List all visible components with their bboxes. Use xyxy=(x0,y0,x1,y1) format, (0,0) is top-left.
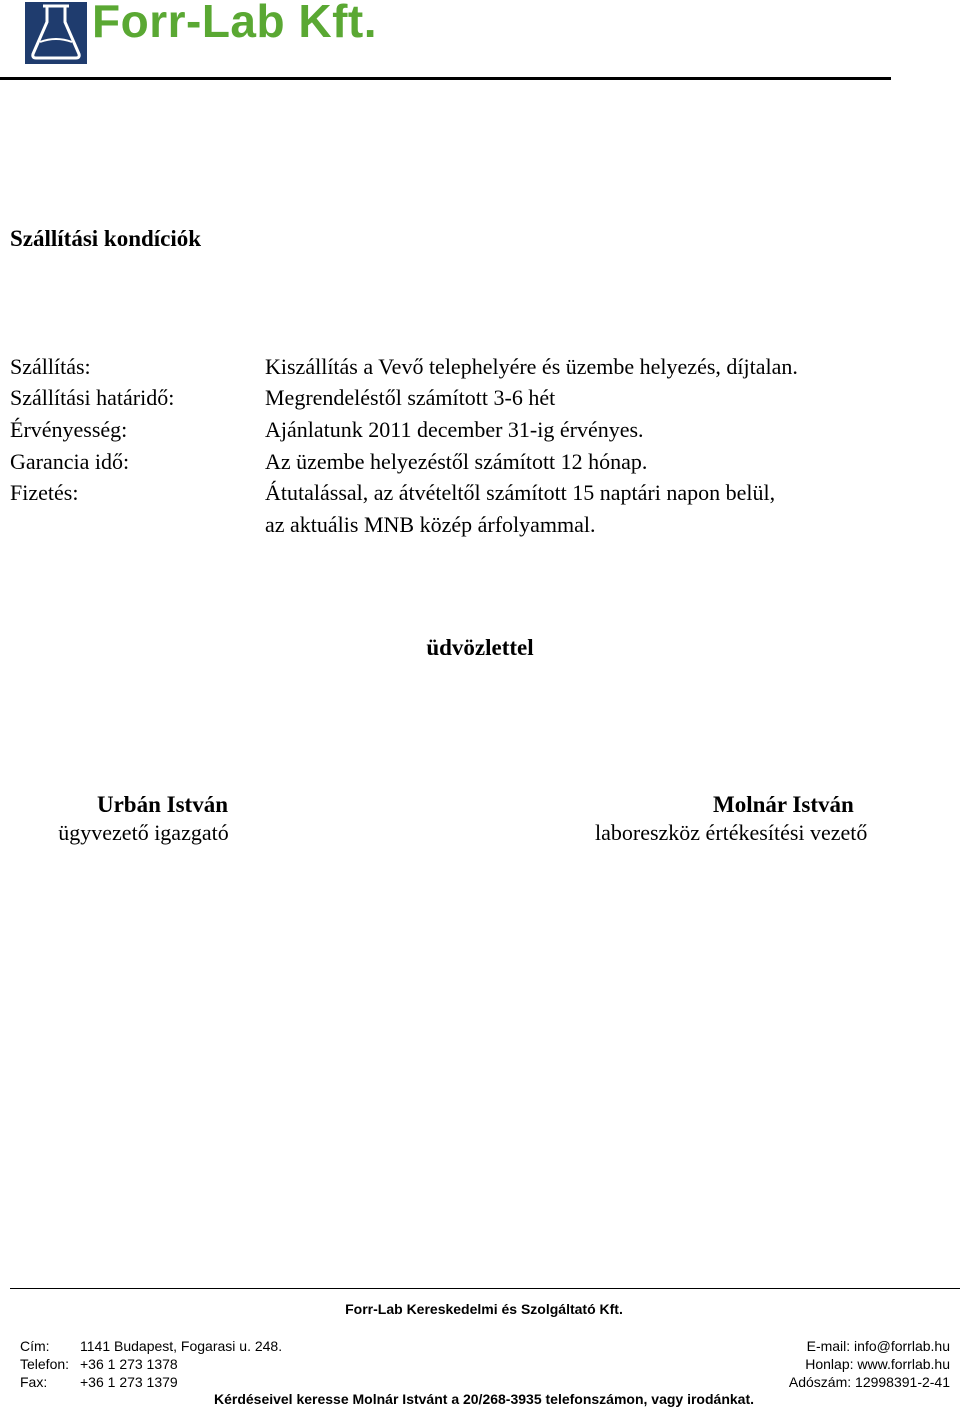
company-logo-text: Forr-Lab Kft. xyxy=(92,0,378,47)
signature-right xyxy=(595,792,915,846)
delivery-label: Szállítás: xyxy=(10,354,91,379)
footer-tax-number: Adószám: 12998391-2-41 xyxy=(788,1374,950,1390)
header-divider xyxy=(0,77,891,80)
footer-company-name: Forr-Lab Kereskedelmi és Szolgáltató Kft. xyxy=(345,1301,623,1317)
payment-value-line2: az aktuális MNB közép árfolyammal. xyxy=(265,512,596,537)
signer-name: Urbán István xyxy=(96,792,228,817)
validity-value: Ajánlatunk 2011 december 31-ig érvényes. xyxy=(265,417,644,442)
fax-label: Fax: xyxy=(20,1374,48,1390)
delivery-value: Kiszállítás a Vevő telephelyére és üzembe helyezés, díjtalan. xyxy=(265,354,798,379)
footer-email: E-mail: info@forrlab.hu xyxy=(806,1338,950,1354)
warranty-label: Garancia idő: xyxy=(10,449,130,474)
deadline-value: Megrendeléstől számított 3-6 hét xyxy=(265,385,556,410)
signer-title: ügyvezető igazgató xyxy=(58,820,229,845)
phone-label: Telefon: xyxy=(20,1356,70,1372)
phone-value: +36 1 273 1378 xyxy=(80,1356,178,1372)
footer-divider xyxy=(10,1288,960,1289)
section-title: Szállítási kondíciók xyxy=(10,226,202,251)
footer-contact-note: Kérdéseivel keresse Molnár Istvánt a 20/268-3935 telefonszámon, vagy irodánkat. xyxy=(213,1391,755,1407)
logo-flask-icon xyxy=(25,2,87,64)
footer-phone xyxy=(20,1355,178,1373)
footer-address xyxy=(20,1337,282,1355)
warranty-value: Az üzembe helyezéstől számított 12 hónap. xyxy=(265,449,648,474)
address-label: Cím: xyxy=(20,1338,50,1354)
payment-value-line1: Átutalással, az átvételtől számított 15 naptári napon belül, xyxy=(265,480,776,505)
signature-left xyxy=(0,792,325,846)
payment-label: Fizetés: xyxy=(10,480,79,505)
signer-title: laboreszköz értékesítési vezető xyxy=(595,820,868,845)
fax-value: +36 1 273 1379 xyxy=(80,1374,178,1390)
deadline-label: Szállítási határidő: xyxy=(10,385,175,410)
validity-label: Érvényesség: xyxy=(10,417,128,442)
signer-name: Molnár István xyxy=(713,792,854,817)
address-value: 1141 Budapest, Fogarasi u. 248. xyxy=(80,1338,283,1354)
footer-fax xyxy=(20,1373,178,1391)
footer-website: Honlap: www.forrlab.hu xyxy=(805,1356,950,1372)
greeting: üdvözlettel xyxy=(426,635,534,660)
